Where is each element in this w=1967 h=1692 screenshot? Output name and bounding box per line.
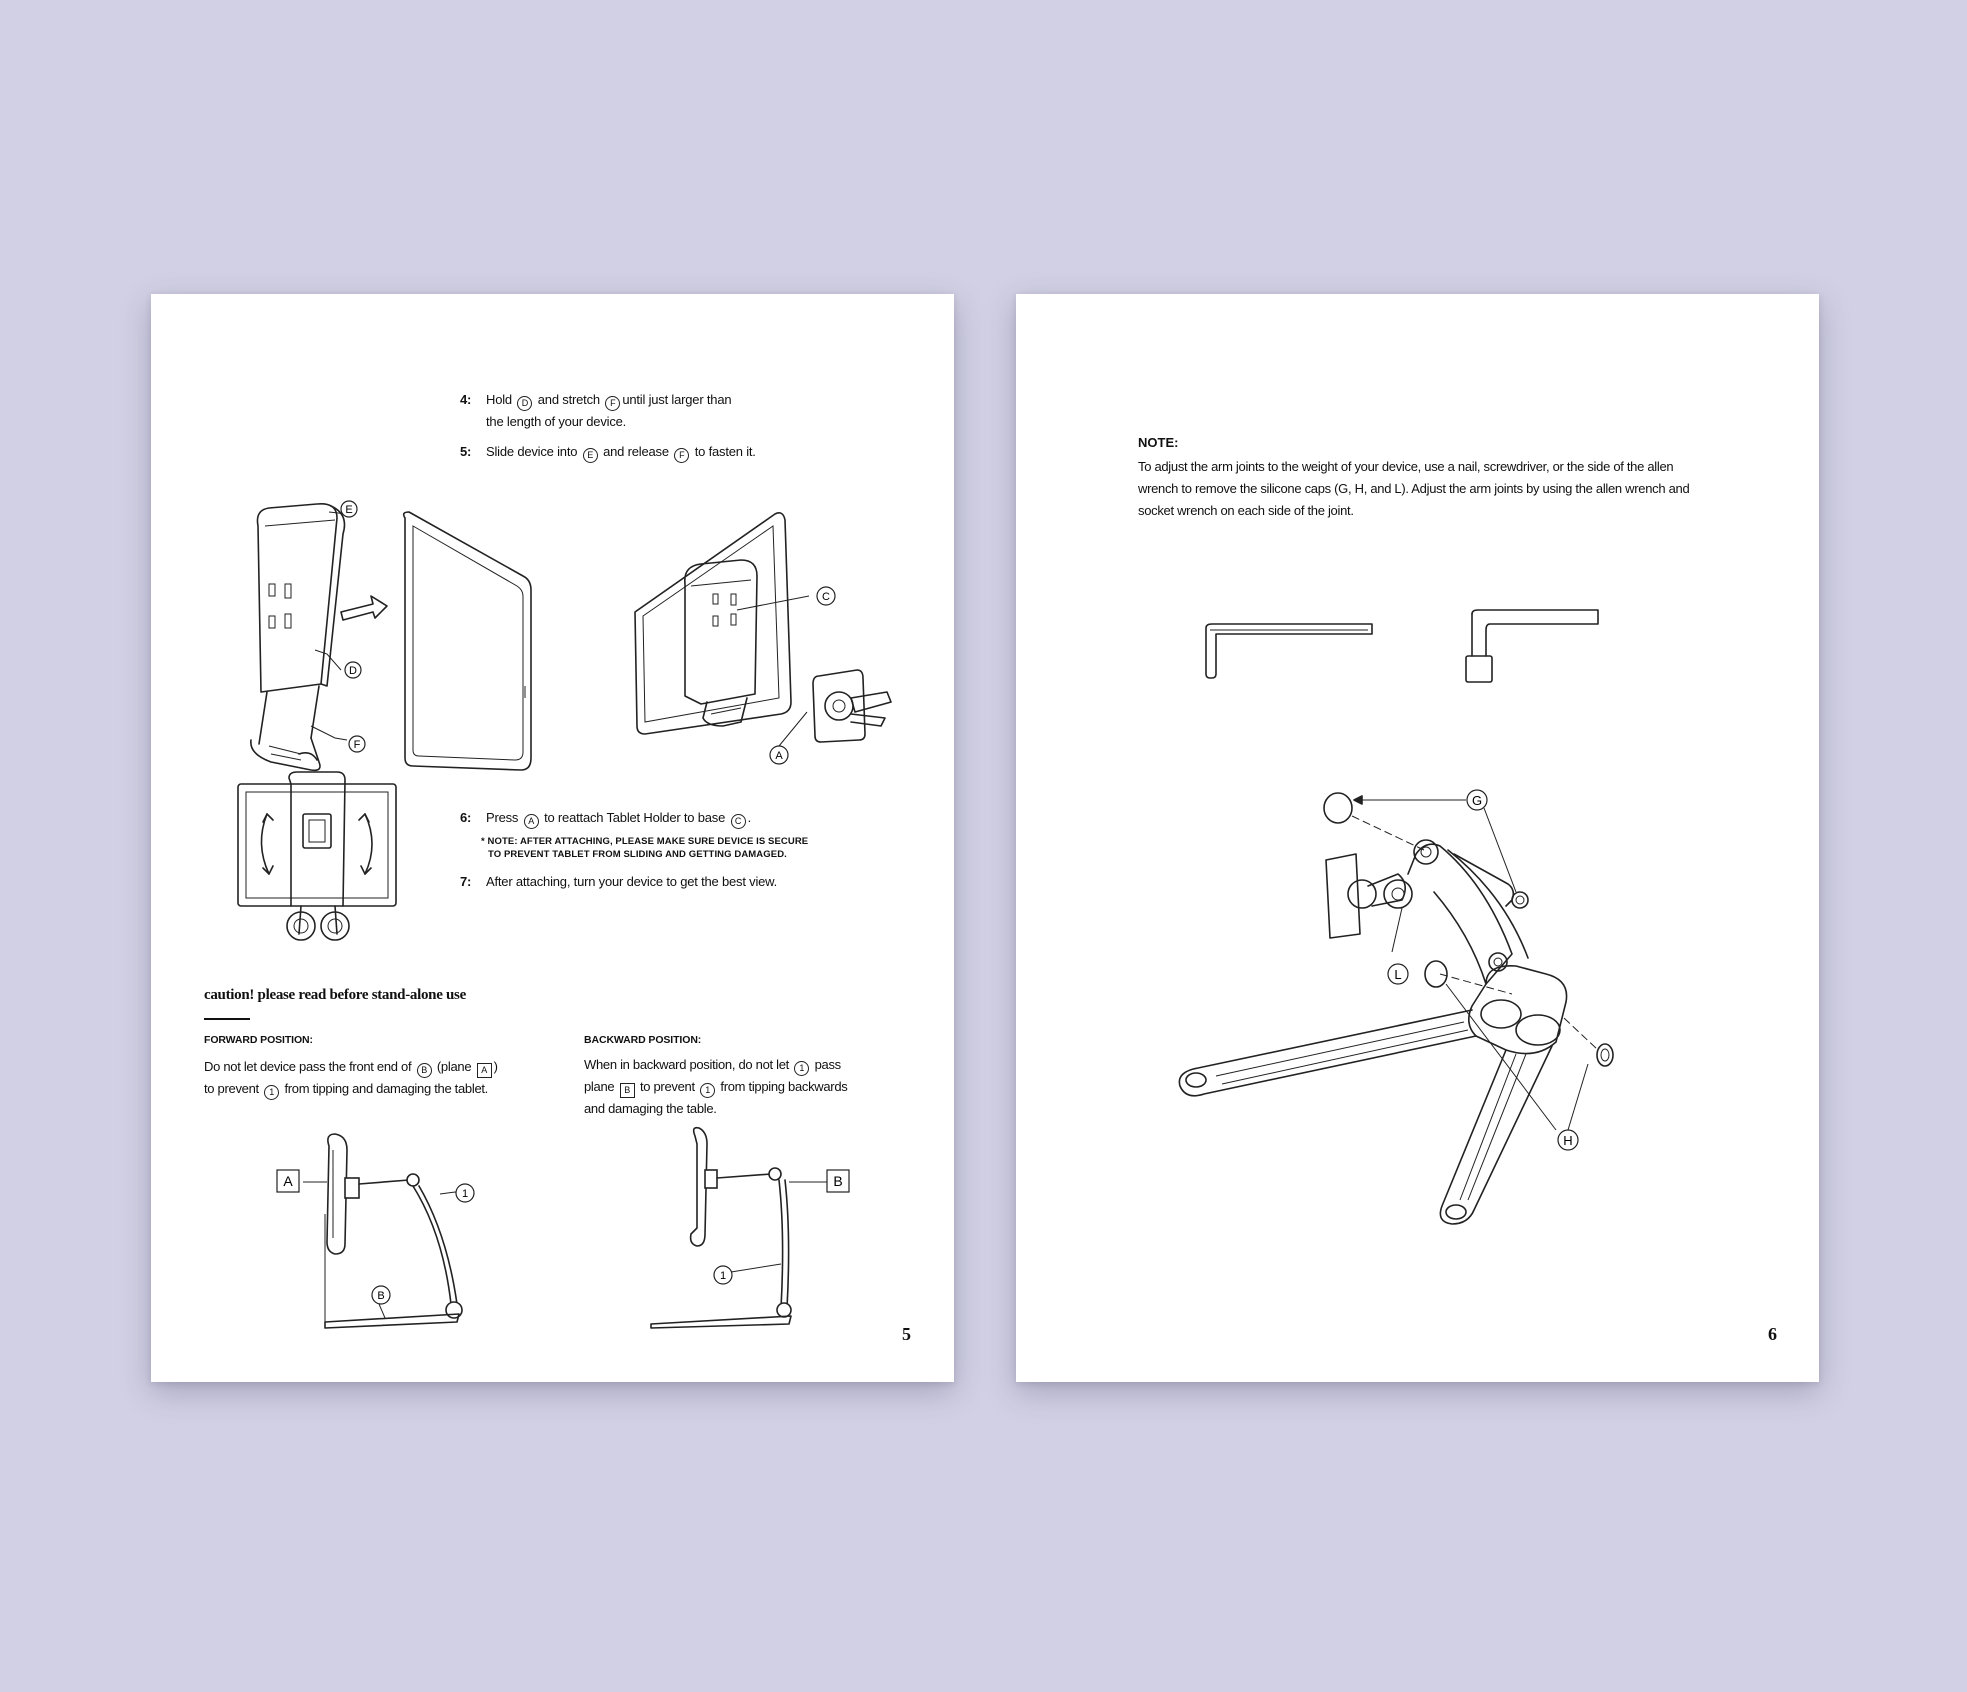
adjustment-tools-and-arm-diagram [1016,294,1819,1382]
note-title: NOTE: [1138,435,1179,450]
step-5-text-1: Slide device into [486,444,578,459]
svg-text:C: C [822,591,830,603]
socket-wrench-icon [1466,610,1598,682]
forward-position-heading: FORWARD POSITION: [204,1034,313,1046]
svg-text:B: B [833,1173,843,1189]
note-body: To adjust the arm joints to the weight of your device, use a nail, screwdriver, or the side of the allen wrench to remove the silicone caps (G, H, and L). Adjust the arm joints by using the allen wrench and socket wrench on each side of the joint. [1138,459,1690,518]
step-4-text-2: and stretch [537,392,600,407]
ref-a-marker: A [524,814,539,829]
svg-text:A: A [283,1173,293,1189]
backward-text-2: pass [814,1057,841,1072]
backward-text-3: plane [584,1079,615,1094]
forward-text-3: ) [493,1059,498,1074]
forward-text-5: from tipping and damaging the tablet. [284,1081,488,1096]
svg-text:D: D [349,665,357,677]
backward-position-heading: BACKWARD POSITION: [584,1034,702,1046]
step-5-text-2: and release [603,444,669,459]
step-7-text: After attaching, turn your device to get the best view. [486,874,778,889]
svg-text:H: H [1563,1133,1573,1148]
ref-c-marker: C [731,814,746,829]
forward-text-4: to prevent [204,1081,259,1096]
caution-title: caution! please read before stand-alone use [204,987,466,1003]
ref-b-marker: B [417,1063,432,1078]
svg-text:A: A [775,750,783,762]
svg-text:G: G [1471,793,1483,808]
step-6-number: 6: [460,810,472,825]
forward-text-1: Do not let device pass the front end of [204,1059,412,1074]
label-h-marker [1558,1130,1578,1150]
ref-1-marker: 1 [794,1061,809,1076]
svg-text:1: 1 [719,1270,727,1282]
step-4-text-3: until just larger than [622,392,732,407]
forward-label-1-marker [456,1184,474,1202]
stand-arm-assembly [1179,793,1613,1224]
backward-text-4: to prevent [639,1079,695,1094]
step-4-text-4: the length of your device. [486,414,627,429]
backward-text-5: from tipping backwards [720,1079,848,1094]
plane-b-marker: B [620,1083,635,1098]
ref-d-marker: D [517,396,532,411]
svg-text:B: B [377,1290,385,1302]
manual-page-5 [151,294,954,1382]
allen-wrench-icon [1206,624,1372,678]
ref-1-marker: 1 [264,1085,279,1100]
manual-page-6 [1016,294,1819,1382]
step-4-text-1: Hold [486,392,512,407]
backward-label-1-marker [714,1266,732,1284]
step-6-text-3: . [747,810,751,825]
forward-text-2: (plane [436,1059,472,1074]
plane-a-marker: A [477,1063,492,1078]
backward-text-6: and damaging the table. [584,1101,717,1116]
step-7-number: 7: [460,874,472,889]
page-number: 5 [902,1324,911,1344]
ref-e-marker: E [583,448,598,463]
forward-label-a-box [277,1170,299,1192]
label-l-marker [1388,964,1408,984]
svg-text:1: 1 [461,1188,469,1200]
step-6-text-1: Press [486,810,519,825]
ref-f-marker: F [674,448,689,463]
step-6-text-2: to reattach Tablet Holder to base [544,810,726,825]
step-4-number: 4: [460,392,472,407]
ref-f-marker: F [605,396,620,411]
label-g-marker [1467,790,1487,810]
svg-text:E: E [345,504,353,516]
stand-position-diagrams [151,294,954,1382]
svg-text:F: F [353,739,361,751]
ref-1-marker: 1 [700,1083,715,1098]
backward-label-b-box [827,1170,849,1192]
step-6-note-line-2: TO PREVENT TABLET FROM SLIDING AND GETTING DAMAGED. [488,849,787,860]
forward-label-b-marker [372,1286,390,1304]
step-6-note-line-1: * NOTE: AFTER ATTACHING, PLEASE MAKE SURE DEVICE IS SECURE [481,836,809,847]
svg-text:L: L [1394,967,1402,982]
backward-position-diagram [651,1128,831,1328]
step-5-number: 5: [460,444,472,459]
page-number: 6 [1768,1324,1777,1344]
backward-text-1: When in backward position, do not let [584,1057,789,1072]
step-5-text-3: to fasten it. [694,444,756,459]
